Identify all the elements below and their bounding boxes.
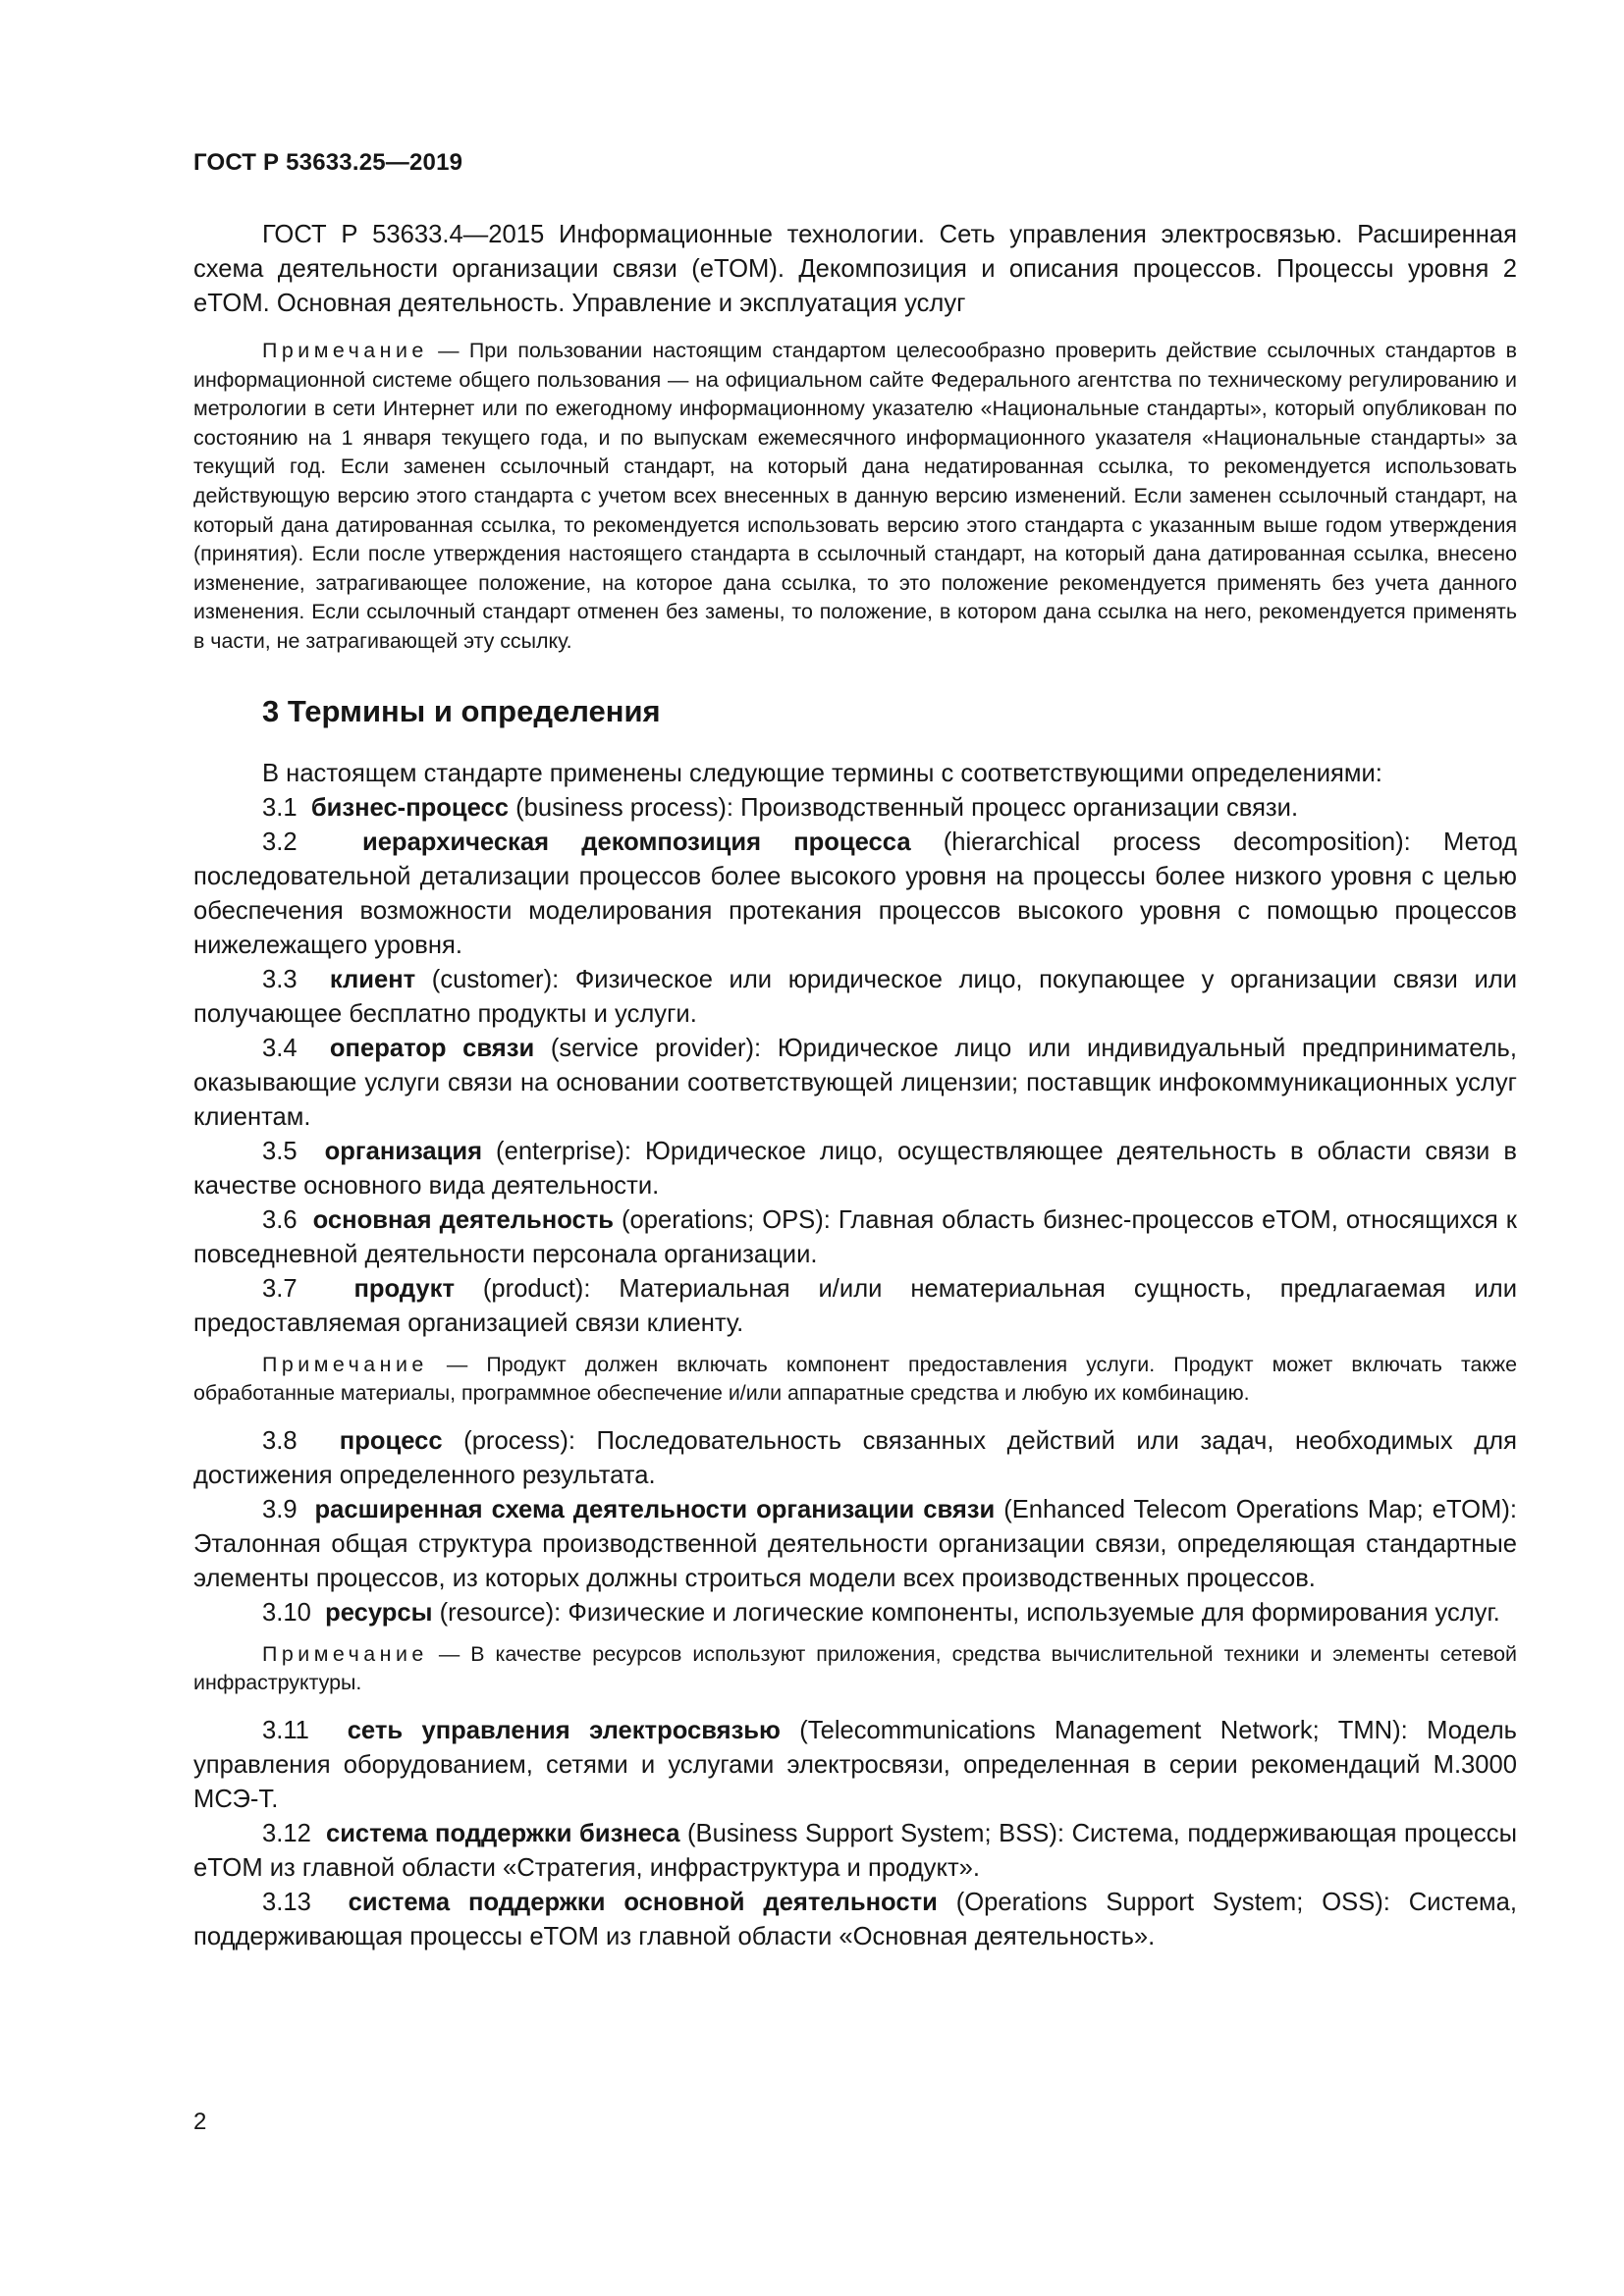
term-name: система поддержки бизнеса [325, 1819, 680, 1847]
term-name: бизнес-процесс [310, 793, 510, 822]
term-entry [193, 963, 1517, 1032]
term-number: 3.11 [262, 1716, 309, 1744]
note-label: Примечание [262, 1641, 428, 1666]
term-entry [193, 1135, 1517, 1203]
term-number: 3.1 [262, 793, 298, 822]
term-note [193, 1351, 1517, 1409]
page-header-doc-code: ГОСТ Р 53633.25—2019 [193, 149, 463, 176]
note-dash: — [427, 1352, 487, 1376]
term-definition: (resource): Физические и логические компоненты, используемые для формирования услуг. [432, 1598, 1500, 1627]
term-entry [193, 791, 1517, 826]
term-name: организация [324, 1137, 483, 1165]
page-number: 2 [193, 2109, 207, 2135]
term-entry [193, 1886, 1517, 1954]
note-text: При пользовании настоящим стандартом целесообразно проверить действие ссылочных стандартов в информационной системе общего пользования — на официальном сайте Федерального агентства по техническому регулированию и метрологии в сети Интернет или по ежегодному информационному указателю «Национальные стандарты», который опубликован по состоянию на 1 января текущего года, и по выпускам ежемесячного информационного указателя «Национальные стандарты» за текущий год. Если заменен ссылочный стандарт, на который дана недатированная ссылка, то рекомендуется использовать действующую версию этого стандарта с учетом всех внесенных в данную версию изменений. Если заменен ссылочный стандарт, на который дана датированная ссылка, то рекомендуется использовать версию этого стандарта с указанным выше годом утверждения (принятия). Если после утверждения настоящего стандарта в ссылочный стандарт, на который дана датированная ссылка, внесено изменение, затрагивающее положение, на которое дана ссылка, то это положение рекомендуется применять без учета данного изменения. Если ссылочный стандарт отменен без замены, то положение, в котором дана ссылка на него, рекомендуется применять в части, не затрагивающей эту ссылку. [193, 339, 1517, 653]
term-number: 3.7 [262, 1274, 298, 1303]
term-definition: (business process): Производственный процесс организации связи. [509, 793, 1299, 822]
term-name: ресурсы [325, 1598, 433, 1627]
note-text: Продукт должен включать компонент предоставления услуги. Продукт может включать также обработанные материалы, программное обеспечение и/или аппаратные средства и любую их комбинацию. [193, 1352, 1517, 1406]
note-label: Примечание [262, 339, 428, 362]
reference-entry: ГОСТ Р 53633.4—2015 Информационные технологии. Сеть управления электросвязью. Расширенная схема деятельности организации связи (eTOM). Декомпозиция и описания процессов. Процессы уровня 2 eTOM. Основная деятельность. Управление и эксплуатация услуг [193, 221, 1517, 317]
section-intro: В настоящем стандарте применены следующие термины с соответствующими определениями: [262, 759, 1382, 787]
reference-note [193, 337, 1517, 657]
term-number: 3.5 [262, 1137, 298, 1165]
term-entry [193, 1714, 1517, 1817]
term-definition: (Operations Support System; OSS): Система, поддерживающая процессы eTOM из главной области «Основная деятельность». [193, 1888, 1517, 1950]
term-entry [193, 1424, 1517, 1493]
term-number: 3.13 [262, 1888, 311, 1916]
term-number: 3.2 [262, 828, 298, 856]
term-definition: (Enhanced Telecom Operations Map; eTOM): Эталонная общая структура производственной деятельности организации связи, определяющая стандартные элементы процессов, из которых должны строиться модели всех производственных процессов. [193, 1495, 1517, 1592]
term-definition: (operations; OPS): Главная область бизнес-процессов eTOM, относящихся к повседневной деятельности персонала организации. [193, 1205, 1517, 1268]
term-entry [193, 1596, 1517, 1630]
term-number: 3.10 [262, 1598, 311, 1627]
term-name: клиент [329, 965, 416, 993]
term-entry [193, 1817, 1517, 1886]
term-entry [193, 1493, 1517, 1596]
term-definition: (customer): Физическое или юридическое лицо, покупающее у организации связи или получающее бесплатно продукты и услуги. [193, 965, 1517, 1028]
note-dash: — [427, 1641, 471, 1666]
term-number: 3.8 [262, 1426, 298, 1455]
term-name: расширенная схема деятельности организации связи [314, 1495, 996, 1523]
term-note [193, 1640, 1517, 1698]
term-definition: (Business Support System; BSS): Система, поддерживающая процессы eTOM из главной области «Стратегия, инфраструктура и продукт». [193, 1819, 1517, 1882]
section-title: 3 Термины и определения [262, 693, 661, 728]
term-entry [193, 1032, 1517, 1135]
term-name: система поддержки основной деятельности [348, 1888, 938, 1916]
term-number: 3.6 [262, 1205, 298, 1234]
page-content [193, 218, 1517, 1954]
term-definition: (hierarchical process decomposition): Метод последовательной детализации процессов более высокого уровня на процессы более низкого уровня с целью обеспечения возможности моделирования протекания процессов высокого уровня с помощью процессов нижележащего уровня. [193, 828, 1517, 959]
term-definition: (service provider): Юридическое лицо или индивидуальный предприниматель, оказывающие услуги связи на основании соответствующей лицензии; поставщик инфокоммуникационных услуг клиентам. [193, 1034, 1517, 1131]
term-definition: (enterprise): Юридическое лицо, осуществляющее деятельность в области связи в качестве основного вида деятельности. [193, 1137, 1517, 1200]
term-entry [193, 1272, 1517, 1341]
term-number: 3.3 [262, 965, 298, 993]
term-name: процесс [339, 1426, 443, 1455]
note-label: Примечание [262, 1352, 428, 1376]
term-entry [193, 826, 1517, 963]
term-number: 3.12 [262, 1819, 311, 1847]
term-name: оператор связи [329, 1034, 535, 1062]
term-definition: (Telecommunications Management Network; TMN): Модель управления оборудованием, сетями и услугами электросвязи, определенная в серии рекомендаций М.3000 МСЭ-Т. [193, 1716, 1517, 1813]
term-name: сеть управления электросвязью [347, 1716, 781, 1744]
terms-list [193, 791, 1517, 1954]
term-name: продукт [353, 1274, 455, 1303]
term-definition: (process): Последовательность связанных действий или задач, необходимых для достижения определенного результата. [193, 1426, 1517, 1489]
term-entry [193, 1203, 1517, 1272]
term-number: 3.4 [262, 1034, 298, 1062]
term-name: основная деятельность [312, 1205, 615, 1234]
note-text: В качестве ресурсов используют приложения, средства вычислительной техники и элементы сетевой инфраструктуры. [193, 1641, 1517, 1695]
term-definition: (product): Материальная и/или нематериальная сущность, предлагаемая или предоставляемая организацией связи клиенту. [193, 1274, 1517, 1337]
term-name: иерархическая декомпозиция процесса [361, 828, 911, 856]
note-dash: — [427, 339, 469, 362]
term-number: 3.9 [262, 1495, 298, 1523]
